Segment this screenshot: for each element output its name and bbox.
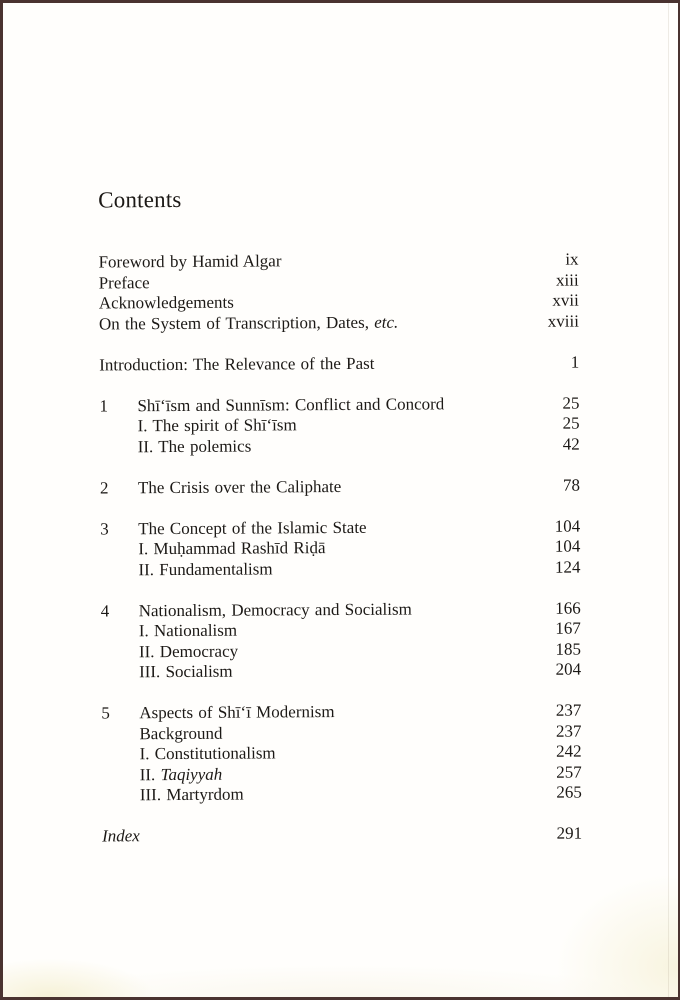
toc-page-number: 265: [556, 782, 582, 802]
toc-page-number: xviii: [547, 311, 579, 331]
chapter-number: 2: [99, 477, 109, 497]
chapter-block: [99, 393, 579, 457]
chapter-block: [100, 516, 580, 580]
toc-entry-introduction: [99, 352, 579, 375]
toc-page-number: xvii: [552, 290, 579, 310]
section-title: II. Taqiyyah: [139, 764, 223, 784]
toc-chapter-entry: [99, 393, 579, 416]
toc-entry: [99, 311, 579, 334]
chapter-block: [101, 701, 582, 806]
toc-page-number: 257: [556, 762, 582, 782]
toc-page-number: ix: [565, 249, 579, 269]
toc-section-entry: [100, 434, 580, 457]
chapter-block: [101, 598, 581, 683]
chapter-block: [100, 475, 580, 498]
toc-page-number: 167: [555, 618, 581, 638]
toc-chapter-entry: [100, 516, 580, 539]
section-title: III. Martyrdom: [139, 784, 244, 805]
chapter-title: The Crisis over the Caliphate: [137, 476, 342, 497]
toc-page-number: 25: [562, 413, 580, 433]
toc-chapter-entry: [101, 701, 581, 724]
section-title: Background: [139, 723, 223, 743]
chapter-title: The Concept of the Islamic State: [138, 517, 367, 538]
chapter-number: 5: [101, 703, 110, 723]
toc-entry: [99, 270, 579, 293]
chapter-title: Aspects of Shī‘ī Modernism: [139, 702, 335, 723]
section-title: II. Democracy: [138, 641, 239, 661]
book-page: [3, 3, 678, 997]
toc-page-number: 78: [562, 475, 580, 495]
toc-page-number: 237: [555, 700, 582, 720]
toc-section-entry: [102, 762, 582, 785]
italic-text: etc.: [374, 312, 399, 332]
toc-page-number: 104: [554, 516, 581, 536]
toc-page-number: 242: [555, 741, 582, 761]
chapter-number: 3: [100, 518, 109, 538]
toc-entry-index: [102, 824, 582, 847]
toc-page-number: 42: [562, 434, 580, 454]
toc-entry: [98, 250, 578, 273]
chapter-title: Shī‘īsm and Sunnīsm: Conflict and Concord: [137, 393, 445, 415]
section-title: I. Constitutionalism: [139, 743, 276, 764]
section-title: III. Socialism: [138, 661, 233, 682]
toc-page-number: xiii: [555, 270, 579, 290]
toc-page-number: 25: [562, 393, 580, 413]
toc-page-number: 124: [554, 557, 581, 577]
toc-section-entry: [101, 619, 581, 642]
section-title: I. Nationalism: [138, 620, 238, 641]
table-of-contents: [0, 1, 680, 999]
toc-page-number: 204: [555, 659, 582, 679]
toc-chapter-entry: [101, 598, 581, 621]
toc-page-number: 104: [554, 536, 581, 556]
toc-section-entry: [101, 660, 581, 683]
toc-section-entry: [101, 742, 581, 765]
toc-entry-title: Foreword by Hamid Algar: [98, 251, 282, 272]
toc-chapter-entry: [100, 475, 580, 498]
toc-entry-title: Preface: [98, 272, 150, 292]
toc-section-entry: [99, 414, 579, 437]
toc-entry: [99, 291, 579, 314]
toc-section-entry: [100, 557, 580, 580]
section-title: II. Fundamentalism: [138, 558, 273, 579]
toc-page-number: 166: [555, 598, 581, 618]
section-title: I. Muḥammad Rashīd Riḍā: [138, 538, 326, 559]
section-title: I. The spirit of Shī‘īsm: [137, 415, 297, 436]
italic-text: Taqiyyah: [160, 764, 223, 784]
toc-section-entry: [101, 639, 581, 662]
page-title: Contents: [98, 186, 182, 213]
chapter-number: 1: [99, 395, 108, 415]
toc-entry-title: Acknowledgements: [98, 292, 234, 313]
toc-section-entry: [101, 721, 581, 744]
toc-page-number: 237: [555, 721, 582, 741]
section-title: II. The polemics: [137, 436, 252, 456]
toc-entry-title: On the System of Transcription, Dates, etc.: [98, 312, 399, 333]
toc-entry-title: Index: [101, 826, 140, 846]
toc-page-number: 291: [556, 823, 583, 843]
toc-entry-title: Introduction: The Relevance of the Past: [99, 353, 375, 374]
toc-page-number: 185: [555, 639, 581, 659]
front-matter-list: [98, 250, 578, 335]
toc-section-entry: [100, 537, 580, 560]
toc-section-entry: [102, 783, 582, 806]
chapter-title: Nationalism, Democracy and Socialism: [138, 599, 412, 620]
toc-page-number: 1: [570, 352, 580, 372]
chapter-number: 4: [100, 600, 110, 620]
